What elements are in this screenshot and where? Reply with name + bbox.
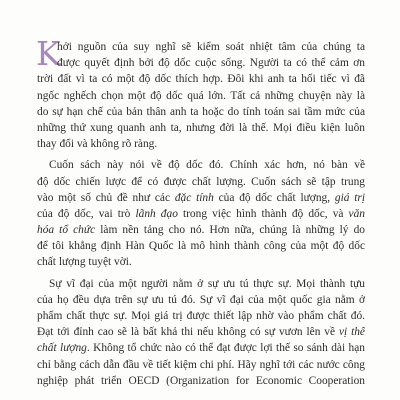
text-line: để tôi khẳng định Hàn Quốc là mô hình thành công của một độ dốc: [37, 240, 365, 253]
paragraph-2: [37, 157, 365, 270]
paragraph-1: [36, 34, 365, 152]
emphasis: chất lượng: [37, 342, 87, 355]
text-line: hởi nguồn của suy nghĩ sẽ kiểm soát nhiệt tâm của chúng ta: [57, 41, 365, 53]
text-line: do sự hạn chế của bản thân anh ta hoặc do tính toán sai tầm mức của: [37, 105, 365, 118]
text-line: ngốc nghếch chọn một độ dốc quá lớn. Tất cả những chuyện này là: [37, 89, 365, 102]
emphasis: lãnh đạo: [135, 207, 178, 220]
text-line: trời đất vì ta có một độ dốc thích hợp. Đôi khi anh ta hối tiếc vì đã: [37, 73, 365, 86]
text-line: chất lượng. Không tổ chức nào có thể đạt được lợi thế so sánh dài hạn: [37, 342, 365, 355]
emphasis: hóa tổ chức: [37, 224, 96, 237]
text-line: Cuốn sách này nói về độ dốc đó. Chính xác hơn, nó bàn về: [49, 159, 365, 172]
body-text: [36, 34, 365, 389]
text-line: độ dốc chiến lược để có được chất lượng. Cuốn sách sẽ tập trung: [37, 175, 365, 188]
paragraph-3: [37, 276, 365, 389]
text-line: Sự vĩ đại của một người nằm ở sự ưu tú thực sự. Mọi thành tựu: [49, 277, 365, 290]
text-line: nghiệp phát triển OECD (Organization for Economic Cooperation: [37, 374, 365, 387]
text-line: vào một số chủ đề như các đặc tính của độ dốc chất lượng, giá trị: [37, 191, 365, 204]
emphasis: vị thế: [338, 326, 365, 339]
emphasis: đặc tính: [174, 191, 214, 204]
text-line: Đạt tới đỉnh cao sẽ là bất khả thi nếu không có sự vươn lên về vị thế: [37, 326, 365, 339]
text-line: chất lượng tuyệt vời.: [37, 256, 132, 269]
text-line: những thứ xung quanh anh ta, nhưng đời là thế. Mọi điều kiện luôn: [37, 121, 365, 134]
emphasis: văn: [348, 207, 365, 220]
text-line: của họ đều dựa trên sự ưu tú đó. Sự vĩ đại của một quốc gia nằm ở: [37, 293, 365, 306]
drop-cap: K: [36, 34, 61, 73]
text-line: thay đổi và không rõ ràng.: [37, 138, 158, 151]
text-line: chỉ bằng cách dẫn đầu về tiết kiệm chi phí. Hãy nghĩ tới các nước công: [37, 358, 365, 371]
text-line: phẩm chất thực sự. Mọi giá trị được thiết lập nhờ vào phẩm chất đó.: [37, 310, 365, 322]
text-line: được quyết định bởi độ dốc cuộc sống. Người ta có thể cảm ơn: [57, 57, 365, 70]
emphasis: giá trị: [334, 191, 365, 204]
text-line: hóa tổ chức làm nền tảng cho nó. Hơn nữa, chúng là những lý do: [37, 224, 365, 237]
text-line: của độ dốc, vai trò lãnh đạo trong việc hình thành độ dốc, và văn: [37, 207, 365, 220]
